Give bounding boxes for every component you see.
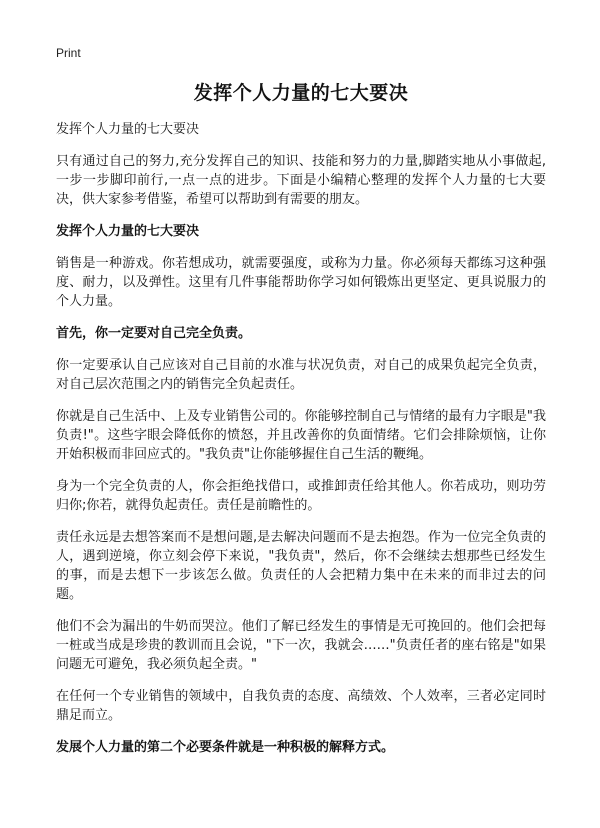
paragraph: 责任永远是去想答案而不是想问题,是去解决问题而不是去抱怨。作为一位完全负责的人，遇到逆境，你立刻会停下来说，"我负责"，然后，你不会继续去想那些已经发生的事，而是去想下一步该怎么做。负责任的人会把精力集中在未来的而非过去的问题。 bbox=[56, 530, 546, 602]
paragraph: 他们不会为漏出的牛奶而哭泣。他们了解已经发生的事情是无可挽回的。他们会把每一桩或当成是珍贵的教训而且会说，"下一次，我就会……"负责任者的座右铭是"如果问题无可避免，我必须负起全责。" bbox=[56, 619, 546, 672]
document-body bbox=[56, 80, 546, 770]
paragraph: 在任何一个专业销售的领域中，自我负责的态度、高绩效、个人效率，三者必定同时鼎足而立。 bbox=[56, 689, 546, 723]
section-heading: 发展个人力量的第二个必要条件就是一种积极的解释方式。 bbox=[56, 740, 395, 755]
print-link[interactable]: Print bbox=[56, 46, 81, 60]
section-heading: 发挥个人力量的七大要决 bbox=[56, 224, 200, 239]
document-subtitle: 发挥个人力量的七大要决 bbox=[56, 122, 200, 137]
section-heading: 首先，你一定要对自己完全负责。 bbox=[56, 326, 252, 341]
intro-paragraph: 只有通过自己的努力,充分发挥自己的知识、技能和努力的力量,脚踏实地从小事做起,一步一步脚印前行,一点一点的进步。下面是小编精心整理的发挥个人力量的七大要决，供大家参考借鉴，希望可以帮助到有需要的朋友。 bbox=[56, 154, 546, 207]
paragraph: 身为一个完全负责的人，你会拒绝找借口，或推卸责任给其他人。你若成功，则功劳归你;你若，就得负起责任。责任是前瞻性的。 bbox=[56, 479, 546, 513]
page-title: 发挥个人力量的七大要决 bbox=[193, 82, 409, 104]
paragraph: 你就是自己生活中、上及专业销售公司的。你能够控制自己与情绪的最有力字眼是"我负责!"。这些字眼会降低你的愤怒，并且改善你的负面情绪。它们会排除烦恼，让你开始积极而非回应式的。"我负责"让你能够握住自己生活的鞭绳。 bbox=[56, 409, 546, 462]
paragraph: 销售是一种游戏。你若想成功，就需要强度，或称为力量。你必须每天都练习这种强度、耐力，以及弹性。这里有几件事能帮助你学习如何锻炼出更坚定、更具说服力的个人力量。 bbox=[56, 256, 546, 309]
paragraph: 你一定要承认自己应该对自己目前的水准与状况负责，对自己的成果负起完全负责，对自己层次范围之内的销售完全负起责任。 bbox=[56, 358, 546, 392]
